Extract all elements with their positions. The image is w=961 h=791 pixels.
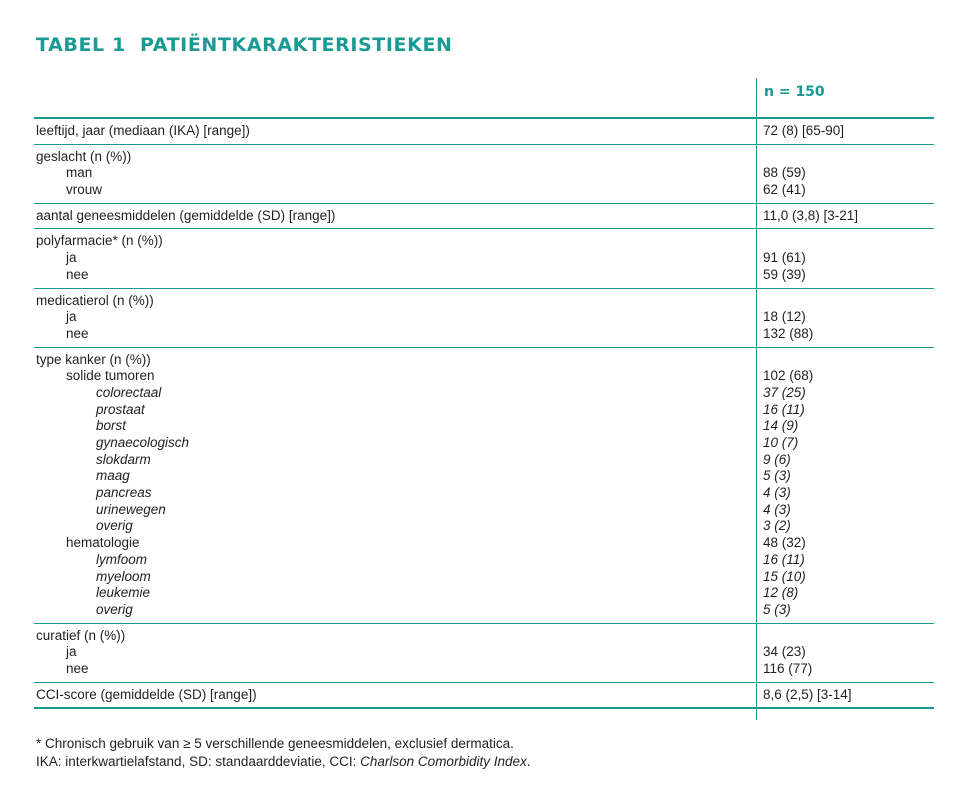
row-label: maag [96, 468, 130, 484]
row-label: nee [66, 660, 89, 676]
row-label: leeftijd, jaar (mediaan (IKA) [range]) [36, 123, 250, 138]
row-value: 62 (41) [763, 182, 806, 198]
row-value: 4 (3) [763, 501, 791, 517]
table-row [34, 602, 934, 619]
row-label: polyfarmacie* (n (%)) [36, 233, 163, 249]
row-label: ja [66, 250, 77, 266]
footnote-period: . [526, 754, 531, 769]
row-label: overig [96, 518, 133, 534]
row-value: 18 (12) [763, 309, 806, 325]
row-label: man [66, 165, 93, 181]
row-label: hematologie [66, 535, 140, 551]
row-label: vrouw [66, 182, 103, 198]
table-row [34, 687, 934, 704]
table-row [34, 569, 934, 586]
table-row [34, 628, 934, 645]
row-label: solide tumoren [66, 368, 155, 384]
row-label: pancreas [96, 485, 152, 501]
table-row [34, 418, 934, 435]
row-value: 72 (8) [65-90] [763, 123, 845, 138]
row-label: aantal geneesmiddelen (gemiddelde (SD) [range]) [36, 207, 336, 223]
table-row [34, 552, 934, 569]
table-row [34, 385, 934, 402]
row-label: colorectaal [96, 384, 162, 400]
row-label: lymfoom [96, 551, 148, 567]
row-value: 48 (32) [763, 535, 806, 551]
table-row [34, 293, 934, 310]
table-number: TABEL 1 [36, 34, 126, 56]
row-value: 10 (7) [763, 435, 799, 450]
table-row [34, 535, 934, 552]
table-header-row [34, 78, 934, 119]
table-row [34, 326, 934, 343]
table-title [36, 34, 453, 56]
row-label: myeloom [96, 568, 151, 584]
table-row [34, 182, 934, 199]
row-label: overig [96, 601, 133, 617]
table-row [34, 165, 934, 182]
row-value: 102 (68) [763, 368, 814, 384]
table-row [34, 485, 934, 502]
row-label: CCI-score (gemiddelde (SD) [range]) [36, 686, 257, 702]
table-group [34, 289, 934, 348]
characteristics-table [34, 78, 934, 709]
table-row [34, 267, 934, 284]
row-label: medicatierol (n (%)) [36, 292, 154, 308]
table-group [34, 348, 934, 624]
table-group [34, 204, 934, 230]
row-value: 9 (6) [763, 451, 791, 467]
table-row [34, 309, 934, 326]
row-label: borst [96, 418, 127, 434]
row-label: nee [66, 266, 89, 282]
row-value: 34 (23) [763, 644, 806, 660]
header-sample-size: n = 150 [764, 84, 825, 100]
table-row [34, 452, 934, 469]
row-value: 59 (39) [763, 266, 806, 282]
table-row [34, 435, 934, 452]
table-row [34, 149, 934, 166]
row-label: type kanker (n (%)) [36, 351, 151, 367]
table-row [34, 208, 934, 225]
footnote-abbreviations-text: IKA: interkwartielafstand, SD: standaarddeviatie, CCI: [36, 754, 361, 769]
table-group [34, 119, 934, 145]
row-value: 4 (3) [763, 485, 791, 501]
table-row [34, 585, 934, 602]
row-value: 5 (3) [763, 468, 791, 484]
table-row [34, 368, 934, 385]
footnote-polyfarmacie: * Chronisch gebruik van ≥ 5 verschillende geneesmiddelen, exclusief dermatica. [36, 736, 514, 751]
row-value: 14 (9) [763, 418, 799, 434]
row-label: prostaat [96, 401, 145, 417]
row-value: 11,0 (3,8) [3-21] [763, 207, 859, 223]
row-value: 15 (10) [763, 568, 806, 584]
row-label: geslacht (n (%)) [36, 148, 132, 164]
table-row [34, 502, 934, 519]
footnote-cci-name: Charlson Comorbidity Index [360, 754, 527, 769]
table-row [34, 233, 934, 250]
table-row [34, 644, 934, 661]
row-value: 37 (25) [763, 384, 806, 400]
row-value: 3 (2) [763, 518, 791, 534]
row-label: gynaecologisch [96, 435, 190, 450]
row-label: leukemie [96, 585, 151, 601]
row-value: 16 (11) [763, 551, 805, 567]
table-row [34, 468, 934, 485]
row-value: 132 (88) [763, 325, 814, 341]
row-value: 116 (77) [763, 660, 813, 676]
row-value: 12 (8) [763, 585, 799, 601]
row-value: 16 (11) [763, 401, 805, 417]
table-row [34, 250, 934, 267]
row-value: 88 (59) [763, 165, 806, 181]
row-value: 8,6 (2,5) [3-14] [763, 686, 852, 702]
table-row [34, 402, 934, 419]
row-label: slokdarm [96, 451, 151, 467]
row-label: ja [66, 309, 77, 325]
table-body [34, 119, 934, 709]
table-row [34, 518, 934, 535]
row-value: 5 (3) [763, 601, 791, 617]
table-row [34, 661, 934, 678]
footnote-abbreviations [36, 753, 531, 771]
table-title-text: PATIËNTKARAKTERISTIEKEN [140, 34, 453, 56]
table-row [34, 352, 934, 369]
table-footnotes [36, 735, 531, 771]
table-group [34, 624, 934, 683]
row-label: nee [66, 325, 89, 341]
row-label: ja [66, 644, 77, 660]
table-group [34, 229, 934, 288]
row-label: urinewegen [96, 501, 166, 517]
table-group [34, 145, 934, 204]
row-label: curatief (n (%)) [36, 627, 126, 643]
table-row [34, 123, 934, 140]
row-value: 91 (61) [763, 250, 806, 266]
table-group [34, 683, 934, 710]
